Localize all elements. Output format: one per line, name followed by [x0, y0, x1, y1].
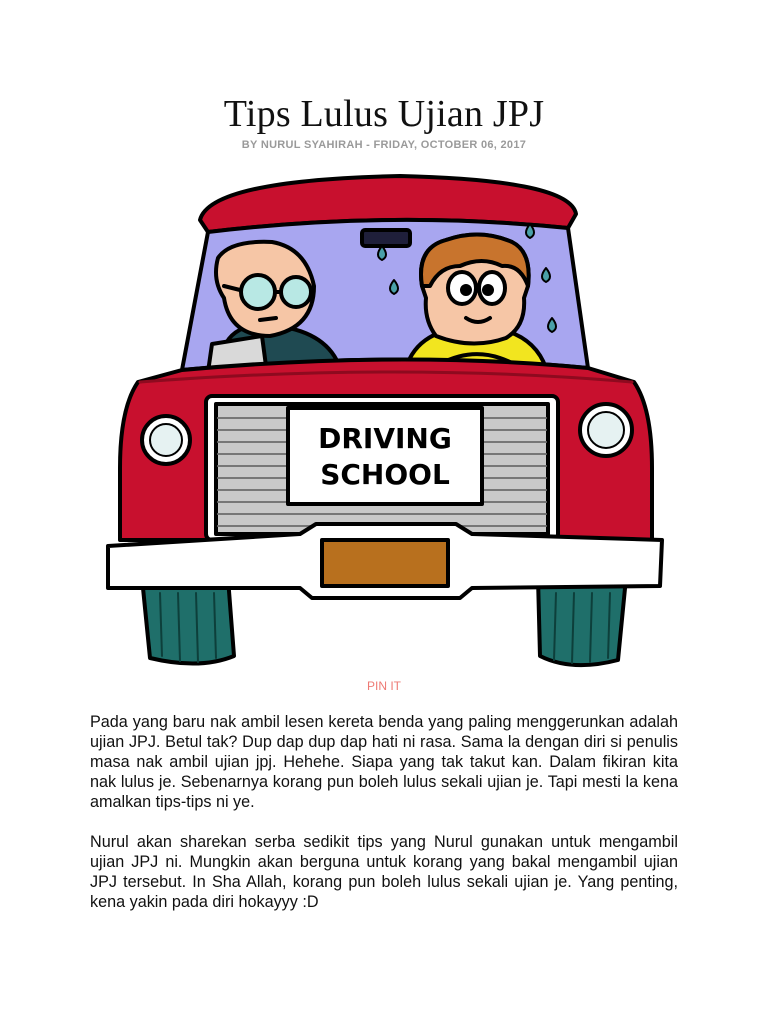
pin-it-link[interactable]: PIN IT [366, 679, 401, 693]
paragraph-intro: Pada yang baru nak ambil lesen kereta benda yang paling menggerunkan adalah ujian JPJ. Betul tak? Dup dap dup dap hati ni rasa. Sama la dengan diri si penulis masa nak ambil ujian jpj. Hehehe. Siapa yang tak takut kan. Dalam fikiran kita nak lulus je. Sebenarnya korang pun boleh lulus sekali ujian je. Tapi mesti la kena amalkan tips-tips ni ye. [90, 713, 678, 811]
sign-line-school: SCHOOL [320, 458, 450, 491]
driving-school-car-illustration [100, 168, 670, 678]
right-tire [538, 578, 626, 665]
left-tire [142, 578, 234, 664]
paragraph-sharing: Nurul akan sharekan serba sedikit tips yang Nurul gunakan untuk mengambil ujian JPJ ni. Mungkin akan berguna untuk korang yang bakal mengambil ujian JPJ tersebut. In Sha Allah, korang pun boleh lulus sekali ujian je. Yang penting, kena yakin pada diri hokayyy :D [90, 833, 678, 911]
license-plate [322, 540, 448, 586]
post-byline: BY NURUL SYAHIRAH - FRIDAY, OCTOBER 06, 2017 [241, 139, 527, 151]
post-title: Tips Lulus Ujian JPJ [223, 93, 545, 135]
post-body [90, 712, 678, 932]
sign-line-driving: DRIVING [318, 422, 452, 455]
